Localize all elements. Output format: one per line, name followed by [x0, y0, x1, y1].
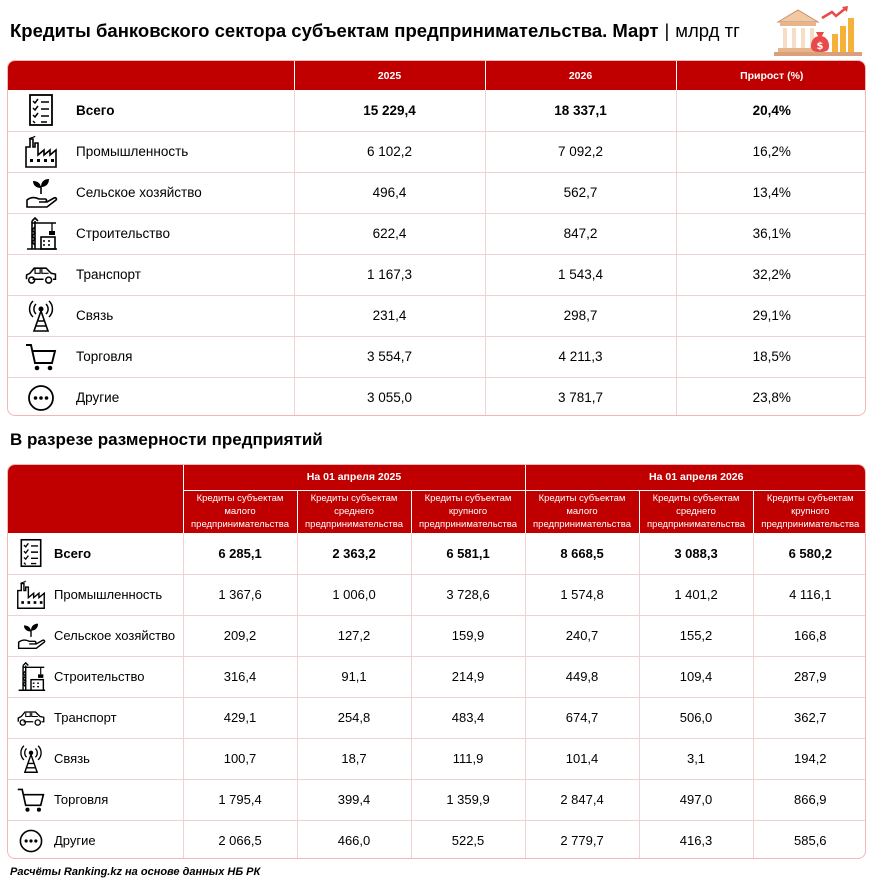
cell-2026: 18 337,1 — [485, 90, 676, 131]
row-label: Связь — [76, 308, 114, 323]
cell-growth: 36,1% — [676, 213, 866, 254]
cell-2025: 3 055,0 — [294, 377, 485, 416]
value-cell: 8 668,5 — [525, 533, 639, 574]
cell-growth: 29,1% — [676, 295, 866, 336]
value-cell: 466,0 — [297, 820, 411, 859]
subheader-large: Кредиты субъектам крупного предпринимательства — [753, 490, 866, 533]
cell-2025: 15 229,4 — [294, 90, 485, 131]
value-cell: 6 581,1 — [411, 533, 525, 574]
cell-2025: 231,4 — [294, 295, 485, 336]
value-cell: 866,9 — [753, 779, 866, 820]
totals-table-card — [7, 60, 866, 416]
header-blank — [8, 61, 294, 90]
header-2025: 2025 — [294, 61, 485, 90]
value-cell: 429,1 — [183, 697, 297, 738]
cell-growth: 20,4% — [676, 90, 866, 131]
cart-icon — [24, 340, 58, 374]
cart-icon — [16, 784, 46, 816]
factory-icon — [16, 579, 46, 611]
cell-2026: 7 092,2 — [485, 131, 676, 172]
table-row — [8, 697, 866, 738]
bank-logo-icon — [772, 4, 866, 58]
table-row — [8, 738, 866, 779]
antenna-icon — [24, 299, 58, 333]
cell-2025: 496,4 — [294, 172, 485, 213]
row-label: Строительство — [54, 669, 145, 684]
value-cell: 100,7 — [183, 738, 297, 779]
table-row — [8, 90, 866, 131]
value-cell: 240,7 — [525, 615, 639, 656]
row-label: Торговля — [76, 349, 133, 364]
source-note: Расчёты Ranking.kz на основе данных НБ РК — [10, 866, 261, 878]
cell-2025: 3 554,7 — [294, 336, 485, 377]
cell-2026: 298,7 — [485, 295, 676, 336]
crane-icon — [24, 217, 58, 251]
row-label: Связь — [54, 751, 90, 766]
value-cell: 1 574,8 — [525, 574, 639, 615]
value-cell: 127,2 — [297, 615, 411, 656]
row-label: Строительство — [76, 226, 170, 241]
value-cell: 506,0 — [639, 697, 753, 738]
cell-2026: 3 781,7 — [485, 377, 676, 416]
row-label: Другие — [76, 390, 120, 406]
value-cell: 399,4 — [297, 779, 411, 820]
cell-growth: 32,2% — [676, 254, 866, 295]
value-cell: 209,2 — [183, 615, 297, 656]
breakdown-table-card — [7, 464, 866, 859]
table-row — [8, 213, 866, 254]
cell-growth: 23,8% — [676, 377, 866, 416]
value-cell: 416,3 — [639, 820, 753, 859]
plant-hand-icon — [24, 176, 58, 210]
title-unit: млрд тг — [675, 20, 740, 41]
row-label: Сельское хозяйство — [76, 185, 202, 200]
group-header-2025: На 01 апреля 2025 — [183, 465, 525, 490]
value-cell: 91,1 — [297, 656, 411, 697]
breakdown-table — [8, 465, 866, 859]
cell-2025: 6 102,2 — [294, 131, 485, 172]
table-row — [8, 131, 866, 172]
totals-table — [8, 61, 866, 416]
title-separator: | — [664, 20, 670, 41]
subheader-medium: Кредиты субъектам среднего предпринимательства — [639, 490, 753, 533]
cell-growth: 18,5% — [676, 336, 866, 377]
value-cell: 674,7 — [525, 697, 639, 738]
cell-2025: 1 167,3 — [294, 254, 485, 295]
subheader-large: Кредиты субъектам крупного предпринимательства — [411, 490, 525, 533]
row-label: Всего — [54, 545, 92, 561]
table-row — [8, 656, 866, 697]
value-cell: 497,0 — [639, 779, 753, 820]
row-label: Промышленность — [54, 587, 163, 602]
checklist-icon — [16, 537, 46, 569]
cell-2025: 622,4 — [294, 213, 485, 254]
more-icon — [24, 381, 58, 415]
antenna-icon — [16, 743, 46, 775]
value-cell: 155,2 — [639, 615, 753, 656]
table-row — [8, 574, 866, 615]
value-cell: 254,8 — [297, 697, 411, 738]
table-row — [8, 820, 866, 859]
table-row — [8, 254, 866, 295]
value-cell: 1 367,6 — [183, 574, 297, 615]
row-label: Транспорт — [76, 267, 141, 282]
value-cell: 1 006,0 — [297, 574, 411, 615]
value-cell: 3 088,3 — [639, 533, 753, 574]
car-icon — [24, 258, 58, 292]
value-cell: 1 795,4 — [183, 779, 297, 820]
row-label: Сельское хозяйство — [54, 628, 176, 643]
value-cell: 214,9 — [411, 656, 525, 697]
table-row — [8, 172, 866, 213]
value-cell: 362,7 — [753, 697, 866, 738]
table-row — [8, 377, 866, 416]
section-title: В разрезе размерности предприятий — [10, 430, 323, 449]
value-cell: 194,2 — [753, 738, 866, 779]
totals-header-row — [8, 61, 866, 90]
cell-2026: 1 543,4 — [485, 254, 676, 295]
value-cell: 585,6 — [753, 820, 866, 859]
value-cell: 6 580,2 — [753, 533, 866, 574]
cell-growth: 16,2% — [676, 131, 866, 172]
value-cell: 3,1 — [639, 738, 753, 779]
value-cell: 2 066,5 — [183, 820, 297, 859]
factory-icon — [24, 135, 58, 169]
row-label: Всего — [76, 102, 115, 118]
page-title — [10, 18, 740, 44]
plant-hand-icon — [16, 620, 46, 652]
value-cell: 2 847,4 — [525, 779, 639, 820]
value-cell: 2 363,2 — [297, 533, 411, 574]
value-cell: 1 359,9 — [411, 779, 525, 820]
value-cell: 166,8 — [753, 615, 866, 656]
cell-2026: 4 211,3 — [485, 336, 676, 377]
checklist-icon — [24, 93, 58, 127]
value-cell: 483,4 — [411, 697, 525, 738]
group-header-2026: На 01 апреля 2026 — [525, 465, 866, 490]
group-header-row — [8, 465, 866, 490]
value-cell: 2 779,7 — [525, 820, 639, 859]
cell-2026: 847,2 — [485, 213, 676, 254]
value-cell: 449,8 — [525, 656, 639, 697]
car-icon — [16, 702, 46, 734]
title-text: Кредиты банковского сектора субъектам предпринимательства. Март — [10, 20, 659, 41]
cell-2026: 562,7 — [485, 172, 676, 213]
row-label: Торговля — [54, 792, 109, 807]
svg-text:$: $ — [816, 41, 824, 52]
value-cell: 6 285,1 — [183, 533, 297, 574]
row-label: Транспорт — [54, 710, 117, 725]
subheader-medium: Кредиты субъектам среднего предпринимательства — [297, 490, 411, 533]
table-row — [8, 295, 866, 336]
more-icon — [16, 825, 46, 857]
row-label: Другие — [54, 833, 96, 849]
value-cell: 316,4 — [183, 656, 297, 697]
subheader-small: Кредиты субъектам малого предпринимательства — [183, 490, 297, 533]
header-growth: Прирост (%) — [676, 61, 866, 90]
table-row — [8, 779, 866, 820]
value-cell: 18,7 — [297, 738, 411, 779]
crane-icon — [16, 661, 46, 693]
value-cell: 101,4 — [525, 738, 639, 779]
value-cell: 522,5 — [411, 820, 525, 859]
value-cell: 111,9 — [411, 738, 525, 779]
value-cell: 4 116,1 — [753, 574, 866, 615]
value-cell: 109,4 — [639, 656, 753, 697]
value-cell: 159,9 — [411, 615, 525, 656]
header-blank — [8, 465, 183, 533]
subheader-small: Кредиты субъектам малого предпринимательства — [525, 490, 639, 533]
table-row — [8, 615, 866, 656]
value-cell: 287,9 — [753, 656, 866, 697]
header-2026: 2026 — [485, 61, 676, 90]
value-cell: 1 401,2 — [639, 574, 753, 615]
value-cell: 3 728,6 — [411, 574, 525, 615]
row-label: Промышленность — [76, 144, 189, 159]
table-row — [8, 336, 866, 377]
table-row — [8, 533, 866, 574]
cell-growth: 13,4% — [676, 172, 866, 213]
